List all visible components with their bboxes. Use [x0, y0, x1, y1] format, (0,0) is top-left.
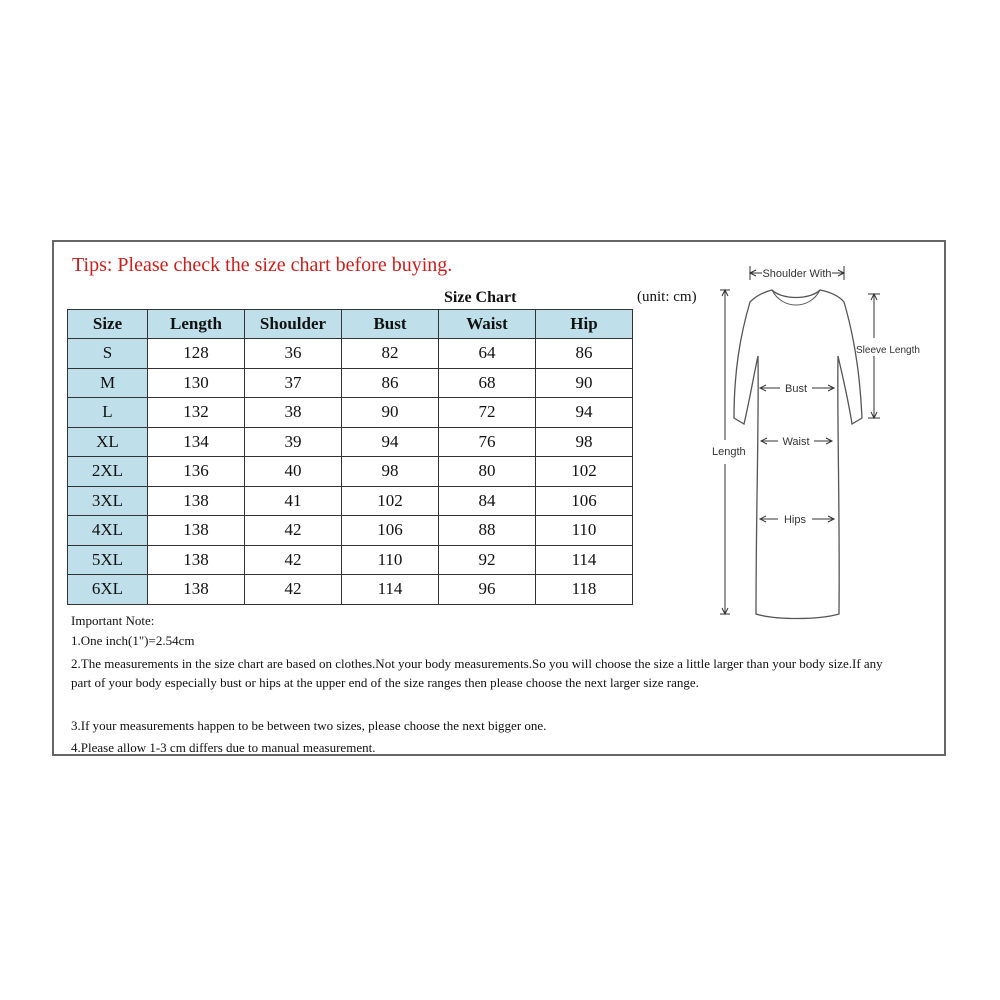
table-row: [68, 368, 633, 398]
waist-label: Waist: [782, 436, 810, 448]
shoulder-label: Shoulder With: [762, 268, 832, 280]
measurement-cell: 86: [536, 339, 633, 369]
tips-heading: Tips: Please check the size chart before buying.: [72, 254, 453, 276]
table-row: [68, 339, 633, 369]
measurement-cell: 138: [148, 545, 245, 575]
header-size: Size: [68, 310, 148, 339]
table-body: [68, 339, 633, 605]
measurement-cell: 38: [245, 398, 342, 428]
table-row: [68, 545, 633, 575]
header-hip: Hip: [536, 310, 633, 339]
measurement-cell: 102: [342, 486, 439, 516]
measurement-cell: 110: [536, 516, 633, 546]
dress-diagram: [706, 252, 920, 632]
measurement-cell: 84: [439, 486, 536, 516]
notes-heading: Important Note:: [71, 613, 155, 628]
table-row: [68, 427, 633, 457]
measurement-cell: 118: [536, 575, 633, 605]
measurement-cell: 114: [342, 575, 439, 605]
sleeve-dimension: [868, 294, 880, 418]
header-waist: Waist: [439, 310, 536, 339]
measurement-cell: 138: [148, 486, 245, 516]
note-item-4: 4.Please allow 1-3 cm differs due to manual measurement.: [71, 740, 376, 755]
note-item-1: 1.One inch(1")=2.54cm: [71, 633, 195, 648]
measurement-cell: 132: [148, 398, 245, 428]
measurement-cell: 90: [536, 368, 633, 398]
size-cell: M: [68, 368, 148, 398]
size-cell: 5XL: [68, 545, 148, 575]
hips-label: Hips: [783, 514, 807, 526]
size-cell: XL: [68, 427, 148, 457]
table-row: [68, 398, 633, 428]
measurement-cell: 106: [536, 486, 633, 516]
size-cell: 4XL: [68, 516, 148, 546]
measurement-cell: 72: [439, 398, 536, 428]
measurement-cell: 114: [536, 545, 633, 575]
measurement-cell: 76: [439, 427, 536, 457]
measurement-cell: 106: [342, 516, 439, 546]
measurement-cell: 68: [439, 368, 536, 398]
measurement-cell: 90: [342, 398, 439, 428]
measurement-cell: 39: [245, 427, 342, 457]
size-cell: 3XL: [68, 486, 148, 516]
measurement-cell: 128: [148, 339, 245, 369]
dress-outline: [734, 290, 862, 619]
table-row: [68, 575, 633, 605]
measurement-cell: 36: [245, 339, 342, 369]
measurement-cell: 94: [536, 398, 633, 428]
measurement-cell: 40: [245, 457, 342, 487]
measurement-cell: 110: [342, 545, 439, 575]
measurement-cell: 42: [245, 516, 342, 546]
measurement-cell: 80: [439, 457, 536, 487]
header-length: Length: [148, 310, 245, 339]
size-cell: L: [68, 398, 148, 428]
measurement-cell: 92: [439, 545, 536, 575]
header-bust: Bust: [342, 310, 439, 339]
table-row: [68, 516, 633, 546]
table-row: [68, 486, 633, 516]
size-cell: 6XL: [68, 575, 148, 605]
measurement-cell: 88: [439, 516, 536, 546]
measurement-cell: 102: [536, 457, 633, 487]
header-shoulder: Shoulder: [245, 310, 342, 339]
measurement-cell: 42: [245, 575, 342, 605]
measurement-cell: 82: [342, 339, 439, 369]
measurement-cell: 98: [536, 427, 633, 457]
measurement-cell: 136: [148, 457, 245, 487]
note-item-3: 3.If your measurements happen to be between two sizes, please choose the next bigger one.: [71, 718, 547, 733]
measurement-cell: 86: [342, 368, 439, 398]
measurement-cell: 138: [148, 516, 245, 546]
measurement-cell: 134: [148, 427, 245, 457]
measurement-cell: 42: [245, 545, 342, 575]
measurement-cell: 98: [342, 457, 439, 487]
bust-label: Bust: [784, 383, 808, 395]
size-cell: 2XL: [68, 457, 148, 487]
table-header-row: [68, 310, 633, 339]
unit-label: (unit: cm): [637, 289, 697, 305]
table-row: [68, 457, 633, 487]
measurement-cell: 138: [148, 575, 245, 605]
measurement-cell: 130: [148, 368, 245, 398]
size-chart-title: Size Chart: [444, 289, 517, 306]
measurement-cell: 96: [439, 575, 536, 605]
size-cell: S: [68, 339, 148, 369]
measurement-cell: 64: [439, 339, 536, 369]
size-chart-frame: [52, 240, 946, 756]
length-label: Length: [712, 446, 746, 458]
note-item-2: 2.The measurements in the size chart are based on clothes.Not your body measurements.So you will choose the size a little larger than your body size.If any part of your body especially bust or hips at the upper end of the size ranges then please choose the next larger size range.: [71, 656, 883, 690]
measurement-cell: 37: [245, 368, 342, 398]
size-table: [67, 309, 633, 605]
sleeve-label: Sleeve Length: [856, 345, 920, 356]
measurement-cell: 94: [342, 427, 439, 457]
measurement-cell: 41: [245, 486, 342, 516]
